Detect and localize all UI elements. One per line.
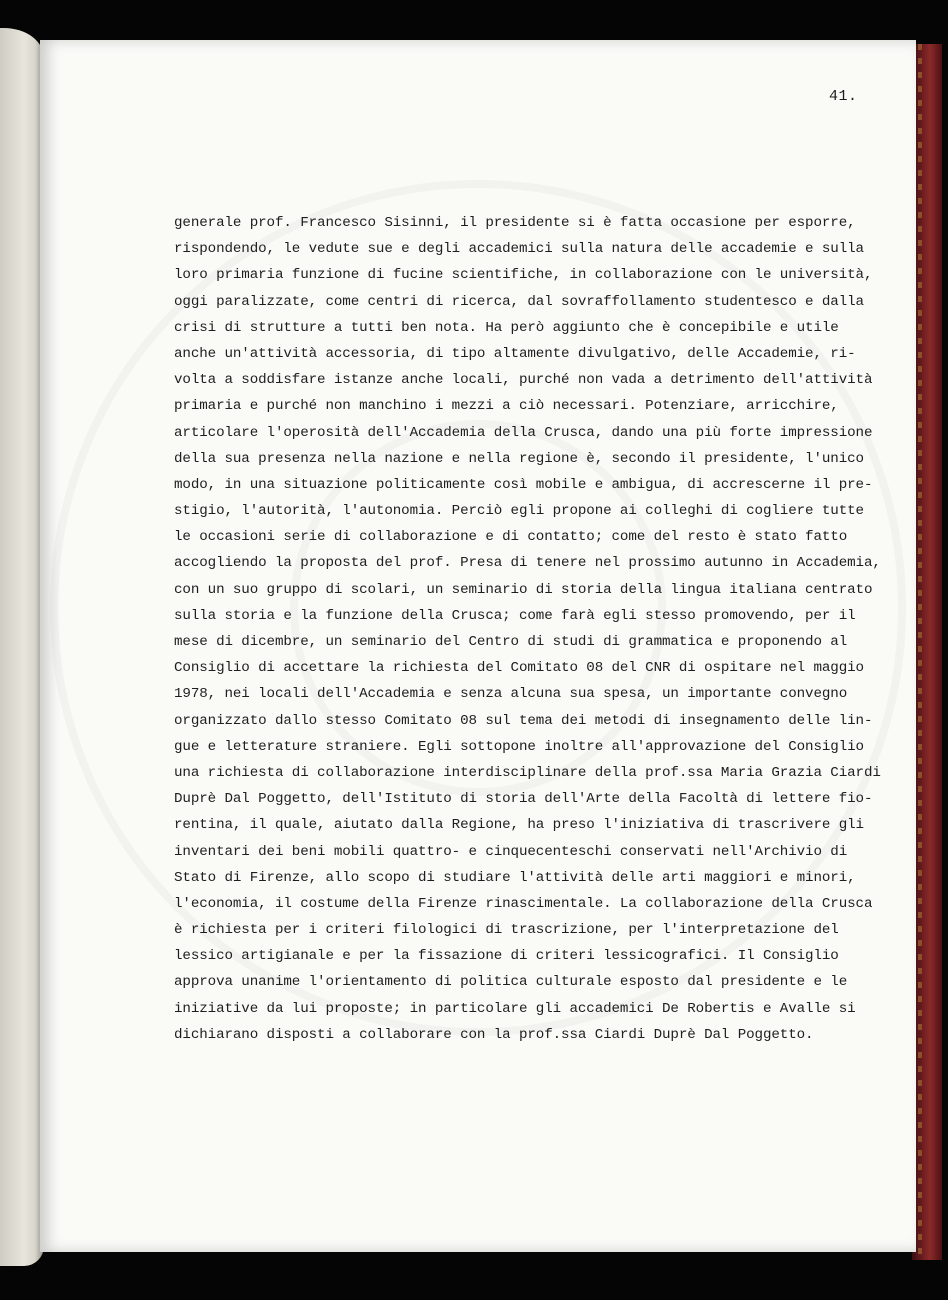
book-cover-edge (912, 44, 942, 1260)
text-line: rispondendo, le vedute sue e degli accademici sulla natura delle accademie e sulla (174, 241, 864, 258)
text-line: Stato di Firenze, allo scopo di studiare l'attività delle arti maggiori e minori, (174, 869, 856, 886)
text-line: Consiglio di accettare la richiesta del Comitato 08 del CNR di ospitare nel maggio (174, 660, 864, 677)
text-line: iniziative da lui proposte; in particolare gli accademici De Robertis e Avalle si (174, 1000, 856, 1017)
text-line: è richiesta per i criteri filologici di trascrizione, per l'interpretazione del (174, 922, 839, 939)
text-line: primaria e purché non manchino i mezzi a ciò necessari. Potenziare, arricchire, (174, 398, 839, 415)
text-line: lessico artigianale e per la fissazione di criteri lessicografici. Il Consiglio (174, 948, 839, 965)
previous-page-edge (0, 28, 44, 1266)
text-line: volta a soddisfare istanze anche locali, purché non vada a detrimento dell'attività (174, 372, 873, 389)
document-page (40, 40, 916, 1252)
text-line: Duprè Dal Poggetto, dell'Istituto di storia dell'Arte della Facoltà di lettere fio- (174, 791, 873, 808)
page-number: 41. (829, 88, 858, 105)
text-line: approva unanime l'orientamento di politica culturale esposto dal presidente e le (174, 974, 848, 991)
text-line: gue e letterature straniere. Egli sottopone inoltre all'approvazione del Consiglio (174, 738, 864, 755)
text-line: generale prof. Francesco Sisinni, il presidente si è fatta occasione per esporre, (174, 215, 856, 231)
text-line: dichiarano disposti a collaborare con la prof.ssa Ciardi Duprè Dal Poggetto. (174, 1026, 814, 1043)
text-line: stigio, l'autorità, l'autonomia. Perciò egli propone ai colleghi di cogliere tutte (174, 503, 864, 520)
text-line: mese di dicembre, un seminario del Centro di studi di grammatica e proponendo al (174, 634, 848, 650)
text-line: loro primaria funzione di fucine scientifiche, in collaborazione con le università, (174, 267, 873, 284)
text-line: inventari dei beni mobili quattro- e cinquecenteschi conservati nell'Archivio di (174, 843, 848, 860)
text-line: crisi di strutture a tutti ben nota. Ha però aggiunto che è concepibile e utile (174, 319, 839, 336)
body-text (174, 210, 881, 1048)
text-line: una richiesta di collaborazione interdisciplinare della prof.ssa Maria Grazia Ciardi (174, 764, 881, 781)
text-line: rentina, il quale, aiutato dalla Regione, ha preso l'iniziativa di trascrivere gli (174, 817, 864, 834)
text-line: organizzato dallo stesso Comitato 08 sul tema dei metodi di insegnamento delle lin- (174, 712, 873, 729)
text-line: articolare l'operosità dell'Accademia della Crusca, dando una più forte impressione (174, 424, 873, 441)
text-line: oggi paralizzate, come centri di ricerca, dal sovraffollamento studentesco e dalla (174, 293, 864, 310)
text-line: le occasioni serie di collaborazione e di contatto; come del resto è stato fatto (174, 529, 848, 546)
text-line: l'economia, il costume della Firenze rinascimentale. La collaborazione della Crusca (174, 895, 873, 912)
text-line: con un suo gruppo di scolari, un seminario di storia della lingua italiana centrato (174, 581, 873, 598)
text-line: della sua presenza nella nazione e nella regione è, secondo il presidente, l'unico (174, 450, 864, 467)
text-line: 1978, nei locali dell'Accademia e senza alcuna sua spesa, un importante convegno (174, 686, 848, 703)
text-line: anche un'attività accessoria, di tipo altamente divulgativo, delle Accademie, ri- (174, 345, 856, 362)
text-line: modo, in una situazione politicamente così mobile e ambigua, di accrescerne il pre- (174, 476, 873, 493)
text-line: accogliendo la proposta del prof. Presa di tenere nel prossimo autunno in Accademia, (174, 555, 881, 572)
text-line: sulla storia e la funzione della Crusca; come farà egli stesso promovendo, per il (174, 607, 856, 624)
